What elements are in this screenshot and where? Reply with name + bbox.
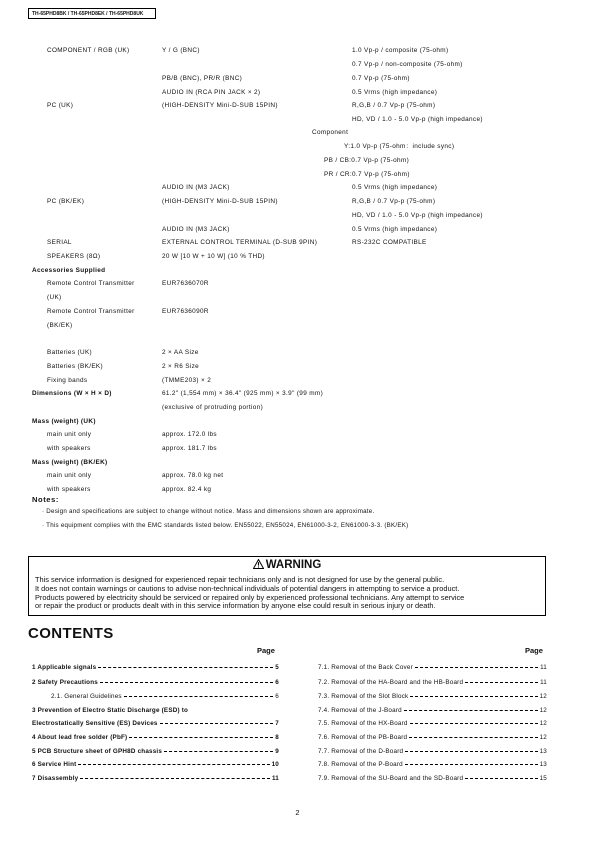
toc-entry[interactable] xyxy=(32,720,279,727)
toc-leader xyxy=(98,667,273,668)
toc-page-number: 12 xyxy=(539,734,547,741)
spec-c3: RS-232C COMPATIBLE xyxy=(352,239,427,246)
toc-entry-title: 7.3. Removal of the Slot Block xyxy=(318,693,409,700)
toc-page-number: 6 xyxy=(275,679,279,686)
toc-entry-title: 7.9. Removal of the SU-Board and the SD-Board xyxy=(318,775,464,782)
toc-entry[interactable] xyxy=(318,761,547,768)
toc-entry[interactable] xyxy=(318,720,547,727)
spec-c2: EUR7636070R xyxy=(162,280,209,287)
page-column-header-left: Page xyxy=(257,646,275,655)
toc-entry-title: 7.1. Removal of the Back Cover xyxy=(318,664,413,671)
spec-c2: (exclusive of protruding portion) xyxy=(162,404,264,411)
toc-entry[interactable] xyxy=(32,748,279,755)
spec-c1: Batteries (BK/EK) xyxy=(47,363,104,370)
model-header: TH-65PHD8BK / TH-65PHD8EK / TH-65PHD8UK xyxy=(28,8,156,19)
spec-c3: 0.5 Vrms (high impedance) xyxy=(352,184,438,191)
toc-leader xyxy=(410,723,538,724)
toc-entry[interactable] xyxy=(318,693,547,700)
spec-c2: PB/B (BNC), PR/R (BNC) xyxy=(162,75,243,82)
spec-c2: approx. 181.7 lbs xyxy=(162,445,217,452)
toc-page-number: 11 xyxy=(540,679,547,686)
toc-entry[interactable] xyxy=(32,761,279,768)
spec-cm: Component xyxy=(312,129,349,136)
toc-entry[interactable] xyxy=(32,679,279,686)
toc-entry-title: 4 About lead free solder (PbF) xyxy=(32,734,128,741)
toc-entry[interactable] xyxy=(318,679,547,686)
spec-c1: PC (UK) xyxy=(47,102,74,109)
spec-c2: 2 × AA Size xyxy=(162,349,199,356)
spec-c2: Y / G (BNC) xyxy=(162,47,200,54)
toc-entry[interactable] xyxy=(318,734,547,741)
spec-c1: Fixing bands xyxy=(47,377,88,384)
notes-title: Notes: xyxy=(32,495,59,504)
toc-page-number: 9 xyxy=(275,748,279,755)
note-item: · This equipment complies with the EMC standards listed below. EN55022, EN55024, EN61000-3-2, EN61000-3-3. (BK/EK) xyxy=(42,522,409,529)
toc-page-number: 12 xyxy=(539,707,547,714)
toc-entry[interactable] xyxy=(32,734,279,741)
spec-heading: Mass (weight) (BK/EK) xyxy=(32,459,108,466)
spec-c3: 0.5 Vrms (high impedance) xyxy=(352,89,438,96)
spec-heading: Accessories Supplied xyxy=(32,267,106,274)
toc-entry-title: 7.5. Removal of the HX-Board xyxy=(318,720,408,727)
spec-c1: Remote Control Transmitter xyxy=(47,308,135,315)
spec-c1: with speakers xyxy=(47,445,91,452)
spec-c3: 0.7 Vp-p / non-composite (75-ohm) xyxy=(352,61,463,68)
toc-entry[interactable] xyxy=(32,775,279,782)
spec-heading: Dimensions (W × H × D) xyxy=(32,390,112,397)
toc-entry-title: 2 Safety Precautions xyxy=(32,679,98,686)
note-item: · Design and specifications are subject to change without notice. Mass and dimensions shown are approximate. xyxy=(42,508,375,515)
toc-leader xyxy=(124,696,274,697)
toc-leader xyxy=(160,723,274,724)
spec-cp: PR / CR:0.7 Vp-p (75-ohm) xyxy=(324,171,410,178)
spec-c2: AUDIO IN (M3 JACK) xyxy=(162,184,230,191)
toc-page-number: 8 xyxy=(275,734,279,741)
spec-c1: (UK) xyxy=(47,294,62,301)
page-column-header-right: Page xyxy=(525,646,543,655)
warning-line: or repair the product or products dealt with in this service information by anyone else could result in serious injury or death. xyxy=(35,601,436,611)
toc-leader xyxy=(80,778,270,779)
warning-box xyxy=(28,556,546,616)
spec-c1: COMPONENT / RGB (UK) xyxy=(47,47,130,54)
spec-c3: HD, VD / 1.0 - 5.0 Vp-p (high impedance) xyxy=(352,212,483,219)
toc-leader xyxy=(409,737,537,738)
toc-leader xyxy=(405,764,538,765)
toc-leader xyxy=(164,751,273,752)
spec-c1: with speakers xyxy=(47,486,91,493)
contents-title: CONTENTS xyxy=(28,625,114,642)
toc-page-number: 13 xyxy=(539,761,547,768)
spec-c1: main unit only xyxy=(47,431,92,438)
toc-leader xyxy=(100,682,273,683)
warning-triangle-icon xyxy=(253,559,264,569)
toc-entry-title: 7.4. Removal of the J-Board xyxy=(318,707,402,714)
spec-cy: Y:1.0 Vp-p (75-ohm：include sync) xyxy=(344,143,455,150)
warning-line: It does not contain warnings or cautions to advise non-technical individuals of potential dangers in attempting to service a product. xyxy=(35,583,460,593)
toc-page-number: 7 xyxy=(275,720,279,727)
toc-entry-title: 7.7. Removal of the D-Board xyxy=(318,748,404,755)
spec-c1: Remote Control Transmitter xyxy=(47,280,135,287)
toc-entry[interactable] xyxy=(318,664,547,671)
toc-entry[interactable] xyxy=(318,775,547,782)
spec-c2: EXTERNAL CONTROL TERMINAL (D-SUB 9PIN) xyxy=(162,239,318,246)
toc-page-number: 10 xyxy=(271,761,279,768)
toc-page-number: 13 xyxy=(539,748,547,755)
spec-c2: 2 × R6 Size xyxy=(162,363,200,370)
toc-entry-title: 2.1. General Guidelines xyxy=(51,693,122,700)
toc-entry-title: 7 Disassembly xyxy=(32,775,79,782)
toc-leader xyxy=(465,682,538,683)
toc-page-number: 15 xyxy=(539,775,547,782)
spec-c3: 0.7 Vp-p (75-ohm) xyxy=(352,75,410,82)
spec-c3: HD, VD / 1.0 - 5.0 Vp-p (high impedance) xyxy=(352,116,483,123)
toc-page-number: 11 xyxy=(540,664,547,671)
spec-heading: Mass (weight) (UK) xyxy=(32,418,96,425)
spec-c2: AUDIO IN (M3 JACK) xyxy=(162,226,230,233)
toc-page-number: 11 xyxy=(271,775,279,782)
toc-page-number: 6 xyxy=(275,693,279,700)
warning-line: Products powered by electricity should be serviced or repaired only by experienced professional technicians. Any attempt to service xyxy=(35,592,465,602)
toc-entry-title: 7.2. Removal of the HA-Board and the HB-Board xyxy=(318,679,464,686)
toc-page-number: 12 xyxy=(539,720,547,727)
toc-page-number: 5 xyxy=(275,664,279,671)
page-number: 2 xyxy=(295,808,300,817)
toc-leader xyxy=(465,778,537,779)
toc-page-number: 12 xyxy=(539,693,547,700)
spec-c3: R,G,B / 0.7 Vp-p (75-ohm) xyxy=(352,198,436,205)
spec-c2: (HIGH-DENSITY Mini-D-SUB 15PIN) xyxy=(162,102,278,109)
spec-c3: R,G,B / 0.7 Vp-p (75-ohm) xyxy=(352,102,436,109)
spec-c2: AUDIO IN (RCA PIN JACK × 2) xyxy=(162,89,261,96)
toc-entry-title: 6 Service Hint xyxy=(32,761,77,768)
spec-c2: approx. 172.0 lbs xyxy=(162,431,217,438)
toc-leader xyxy=(405,751,537,752)
spec-c1: main unit only xyxy=(47,472,92,479)
spec-c3: 0.5 Vrms (high impedance) xyxy=(352,226,438,233)
toc-entry-title: Electrostatically Sensitive (ES) Devices xyxy=(32,720,158,727)
toc-entry-title: 7.6. Removal of the PB-Board xyxy=(318,734,408,741)
toc-entry[interactable] xyxy=(318,748,547,755)
toc-entry[interactable] xyxy=(32,707,279,714)
toc-leader xyxy=(415,667,538,668)
spec-c2: 61.2" (1,554 mm) × 36.4" (925 mm) × 3.9" (99 mm) xyxy=(162,390,324,397)
warning-title-text: WARNING xyxy=(265,559,322,571)
toc-entry-title: 3 Prevention of Electro Static Discharge (ESD) to xyxy=(32,707,189,714)
spec-c2: 20 W [10 W + 10 W] (10 % THD) xyxy=(162,253,265,260)
spec-c1: (BK/EK) xyxy=(47,322,73,329)
spec-c2: (TMME203) × 2 xyxy=(162,377,212,384)
warning-text xyxy=(35,576,464,611)
toc-entry-title: 5 PCB Structure sheet of GPH8D chassis xyxy=(32,748,163,755)
spec-c3: 1.0 Vp-p / composite (75-ohm) xyxy=(352,47,449,54)
toc-leader xyxy=(410,696,537,697)
spec-c2: (HIGH-DENSITY Mini-D-SUB 15PIN) xyxy=(162,198,278,205)
spec-cp: PB / CB:0.7 Vp-p (75-ohm) xyxy=(324,157,410,164)
warning-line: This service information is designed for experienced repair technicians only and is not designed for use by the general public. xyxy=(35,575,445,584)
toc-leader xyxy=(129,737,273,738)
spec-c1: Batteries (UK) xyxy=(47,349,93,356)
spec-c1: SERIAL xyxy=(47,239,72,246)
toc-entry-title: 7.8. Removal of the P-Board xyxy=(318,761,403,768)
spec-c2: approx. 82.4 kg xyxy=(162,486,212,493)
toc-entry[interactable] xyxy=(32,664,279,671)
warning-title xyxy=(29,559,545,571)
spec-c2: EUR7636090R xyxy=(162,308,209,315)
toc-leader xyxy=(78,764,269,765)
toc-leader xyxy=(404,710,538,711)
spec-c1: PC (BK/EK) xyxy=(47,198,85,205)
spec-c1: SPEAKERS (8Ω) xyxy=(47,253,101,260)
toc-entry[interactable] xyxy=(318,707,547,714)
toc-entry-title: 1 Applicable signals xyxy=(32,664,97,671)
spec-c2: approx. 78.0 kg net xyxy=(162,472,224,479)
toc-entry[interactable] xyxy=(51,693,279,700)
